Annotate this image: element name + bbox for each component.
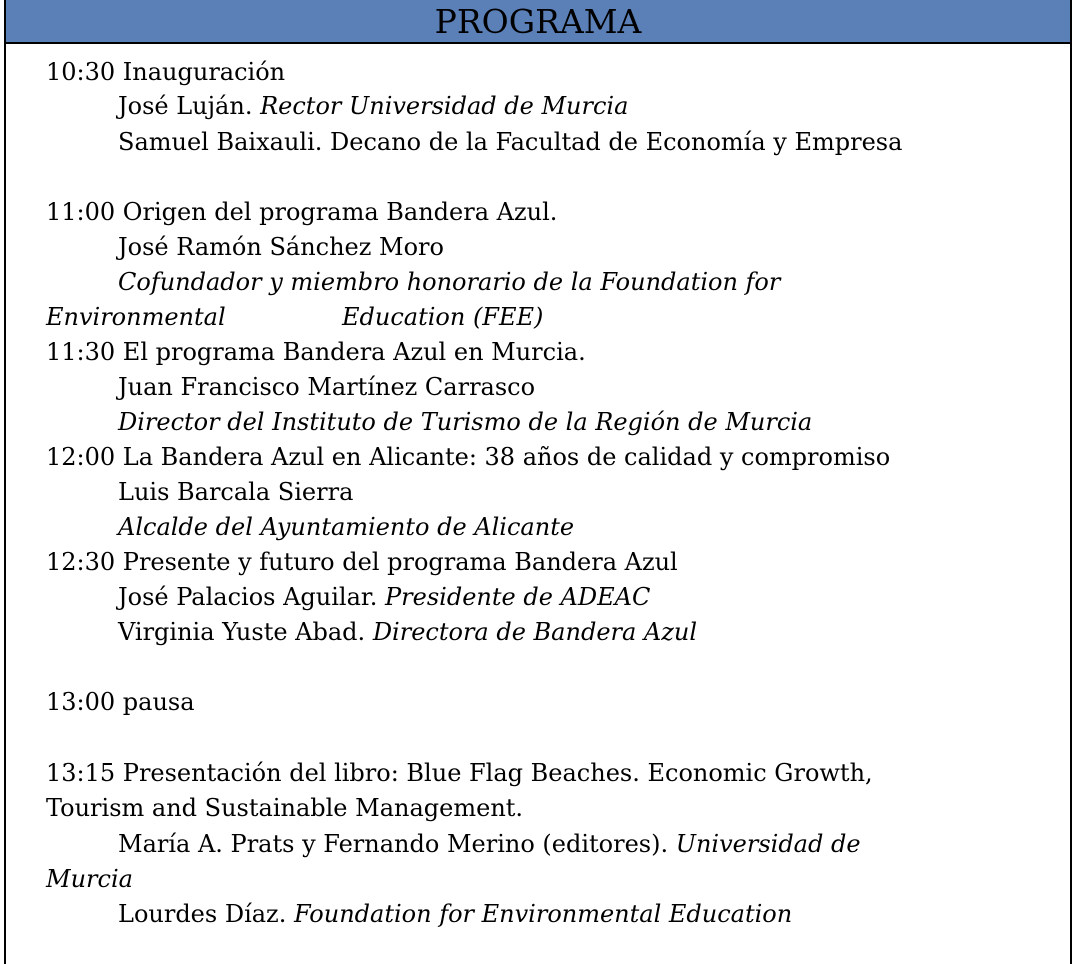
speaker-role: Cofundador y miembro honorario de la Foundation for	[118, 268, 781, 296]
agenda-item-heading: 13:00 pausa	[46, 688, 195, 716]
program-header	[6, 0, 1070, 44]
speaker-name: José Ramón Sánchez Moro	[118, 233, 444, 261]
speaker-role: Rector Universidad de Murcia	[260, 92, 629, 120]
speaker-role: Presidente de ADEAC	[385, 583, 651, 611]
speaker-name: José Palacios Aguilar.	[118, 583, 378, 611]
speaker-role: Environmental	[46, 303, 226, 331]
speaker-name: Virginia Yuste Abad.	[118, 618, 366, 646]
speaker-name: Lourdes Díaz.	[118, 900, 287, 928]
agenda-speaker: Samuel Baixauli. Decano de la Facultad de Economía y Empresa	[118, 128, 903, 156]
speaker-role: Directora de Bandera Azul	[372, 618, 698, 646]
speaker-name: María A. Prats y Fernando Merino (editores).	[118, 830, 669, 858]
agenda-item-heading: 10:30 Inauguración	[46, 58, 286, 86]
speaker-name: Juan Francisco Martínez Carrasco	[118, 373, 536, 401]
agenda-item-heading: 12:00 La Bandera Azul en Alicante: 38 años de calidad y compromiso	[46, 443, 891, 471]
speaker-role: Foundation for Environmental Education	[293, 900, 793, 928]
page-title: PROGRAMA	[434, 1, 642, 41]
agenda-speaker	[118, 899, 792, 929]
agenda-speaker	[118, 582, 650, 612]
agenda-item-heading: 12:30 Presente y futuro del programa Bandera Azul	[46, 548, 678, 576]
speaker-role: Universidad de	[675, 830, 861, 858]
agenda-speaker	[118, 617, 697, 647]
speaker-name: Luis Barcala Sierra	[118, 478, 354, 506]
agenda-speaker	[118, 91, 628, 121]
speaker-role: Education (FEE)	[342, 303, 544, 331]
speaker-role: Alcalde del Ayuntamiento de Alicante	[118, 513, 575, 541]
speaker-name: José Luján.	[118, 92, 253, 120]
agenda-item-heading: 11:00 Origen del programa Bandera Azul.	[46, 198, 558, 226]
speaker-role: Murcia	[46, 865, 133, 893]
agenda-item-heading: 11:30 El programa Bandera Azul en Murcia.	[46, 338, 586, 366]
agenda-speaker	[118, 829, 861, 859]
agenda-item-heading: Tourism and Sustainable Management.	[46, 794, 524, 822]
speaker-role: Director del Instituto de Turismo de la Región de Murcia	[118, 408, 813, 436]
agenda-item-heading: 13:15 Presentación del libro: Blue Flag Beaches. Economic Growth,	[46, 759, 873, 787]
